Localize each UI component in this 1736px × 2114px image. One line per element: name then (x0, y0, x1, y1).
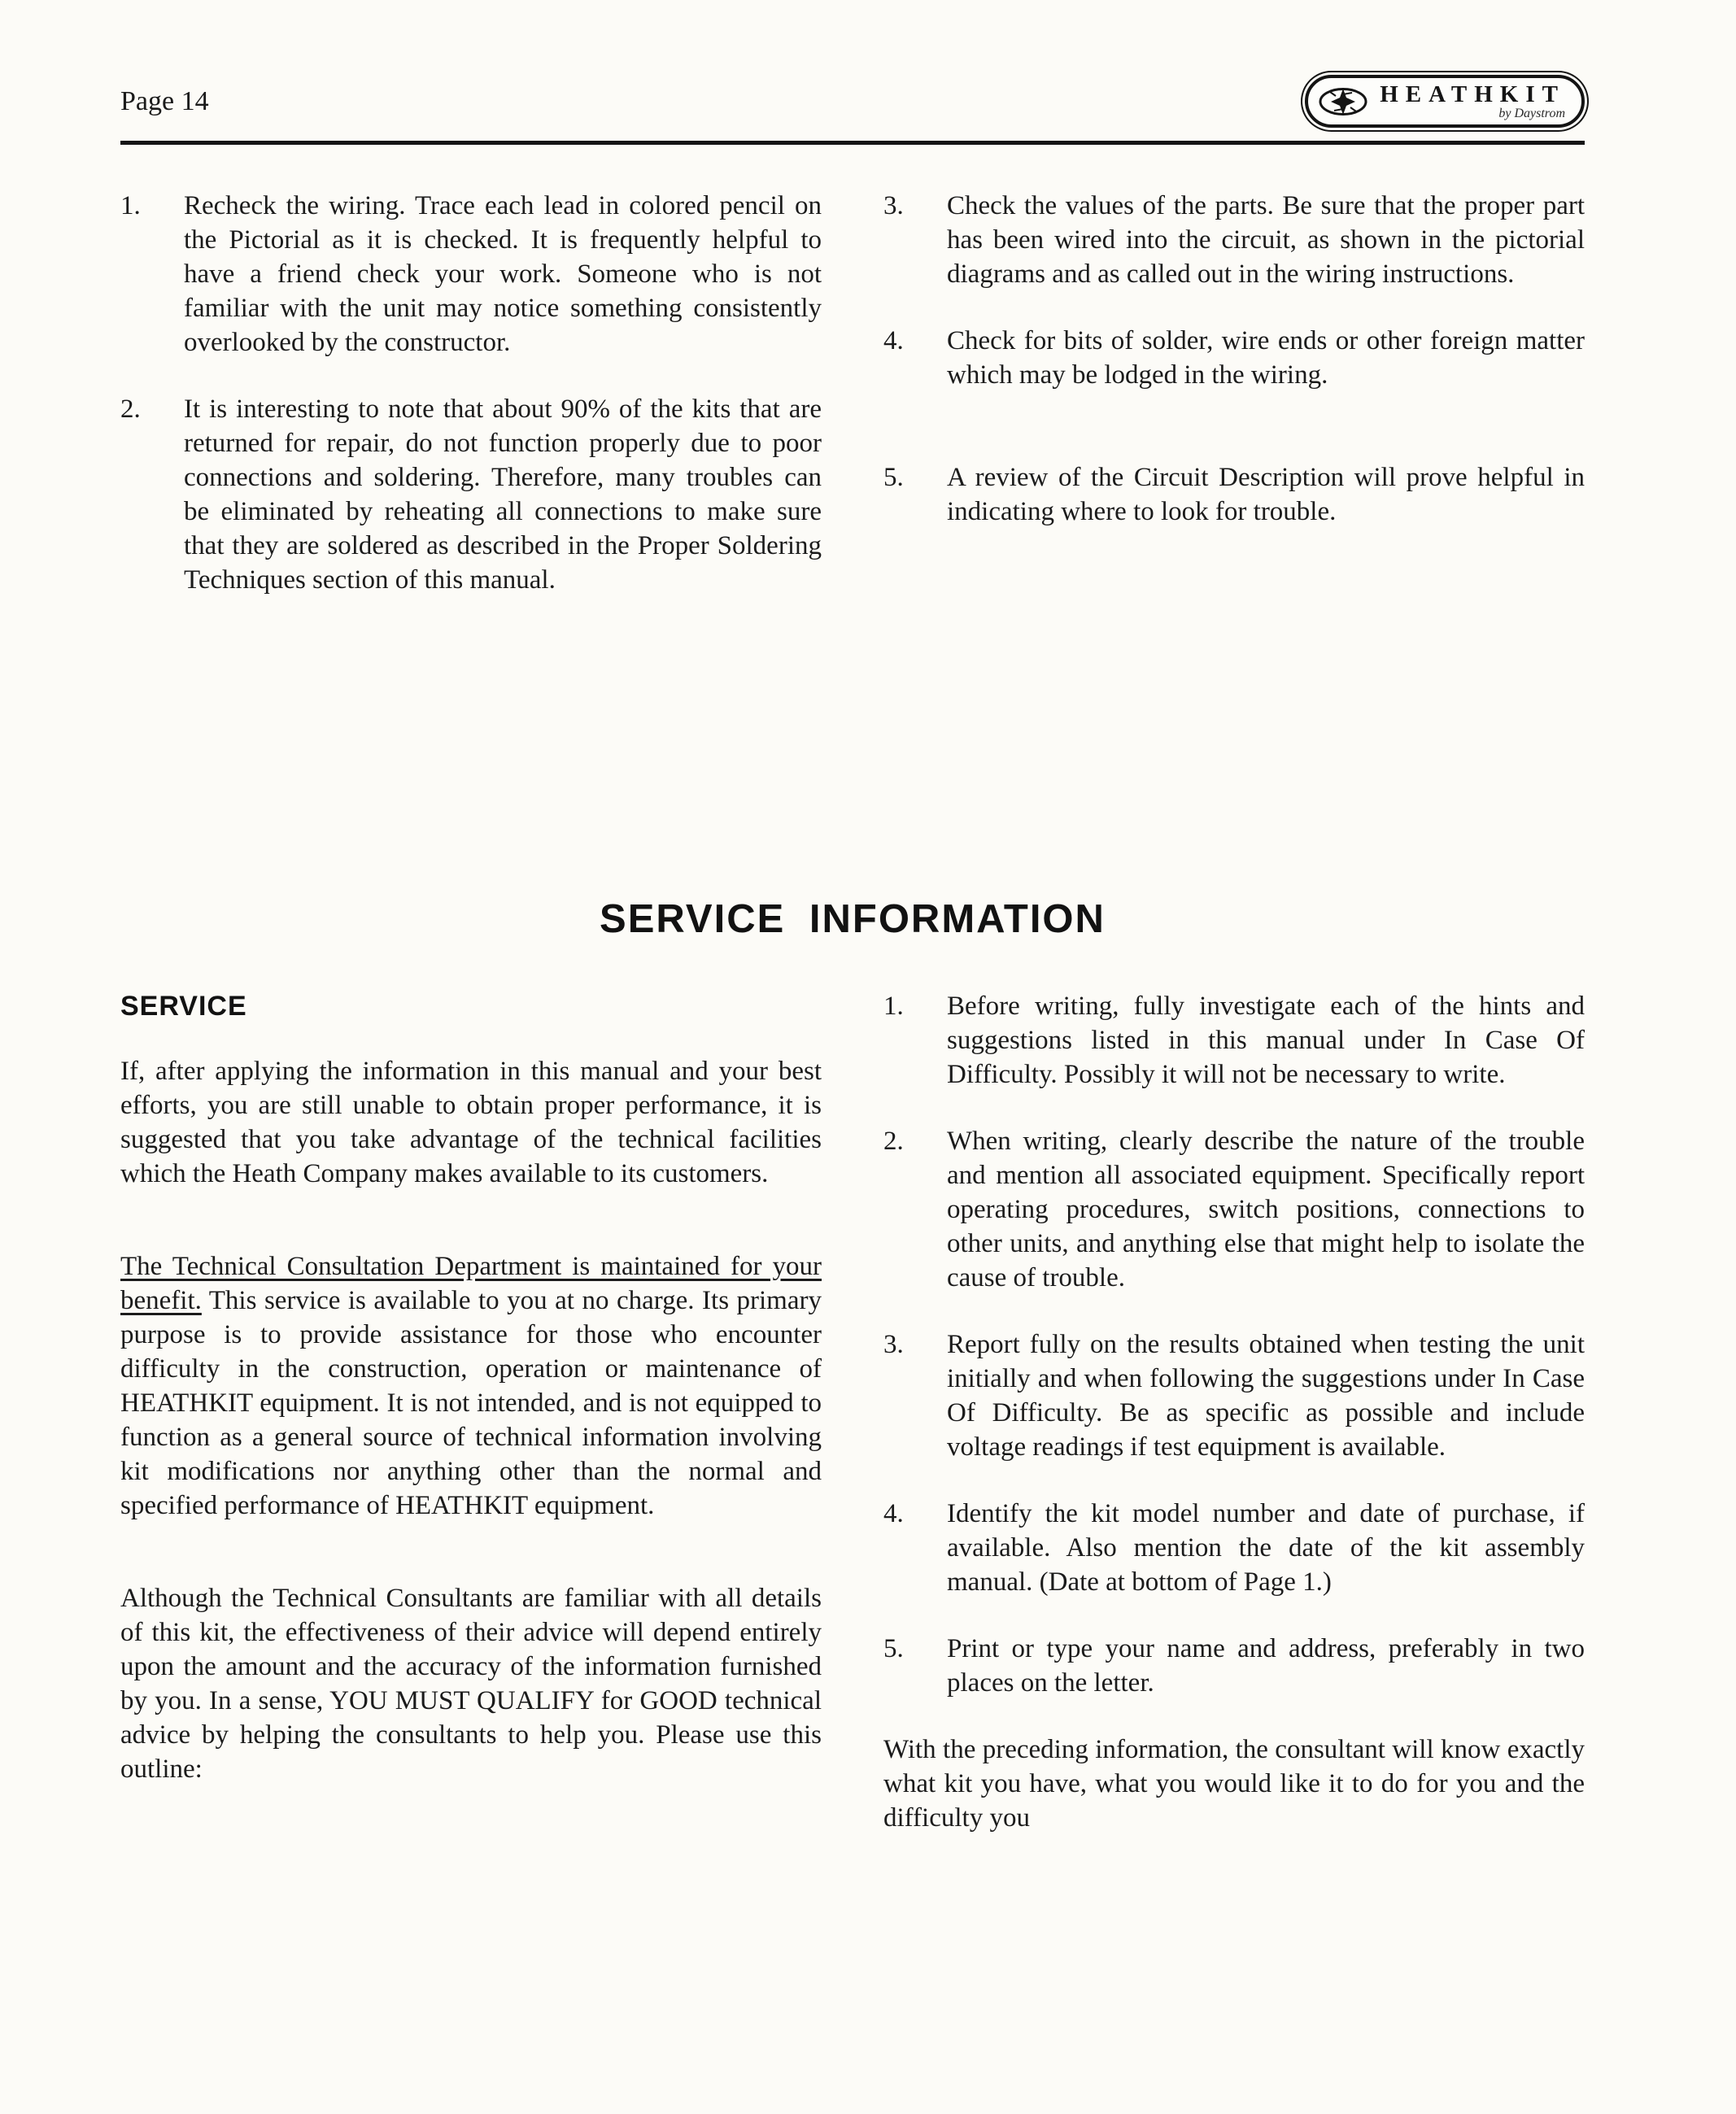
item-number: 3. (883, 191, 904, 220)
heathkit-atom-icon (1318, 86, 1368, 117)
list-item (883, 189, 1585, 291)
list-item (883, 1497, 1585, 1599)
list-item (883, 1327, 1585, 1464)
list-item (120, 392, 822, 597)
closing-paragraph: With the preceding information, the consultant will know exactly what kit you have, what you would like it to do for you and the difficulty you (883, 1735, 1585, 1833)
two-column-layout (120, 989, 1585, 1835)
list-item (883, 324, 1585, 392)
item-number: 4. (883, 326, 904, 355)
item-number: 2. (120, 394, 141, 424)
underlined-phrase: The Technical Consultation Department is maintained for your benefit. (120, 1252, 822, 1315)
item-text: Print or type your name and address, preferably in two places on the letter. (947, 1634, 1585, 1698)
list-item (883, 1632, 1585, 1700)
item-text: Check for bits of solder, wire ends or other foreign matter which may be lodged in the wiring. (947, 326, 1585, 390)
item-text: Before writing, fully investigate each of the hints and suggestions listed in this manual under In Case Of Difficulty. Possibly it will not be necessary to write. (947, 992, 1585, 1089)
list-item (883, 460, 1585, 529)
item-text: Report fully on the results obtained when testing the unit initially and when following the suggestions under In Case Of Difficulty. Be as specific as possible and include voltage readings if test equipment is available. (947, 1330, 1585, 1462)
item-number: 5. (883, 463, 904, 492)
item-number: 2. (883, 1127, 904, 1156)
item-text: A review of the Circuit Description will prove helpful in indicating where to look for trouble. (947, 463, 1585, 526)
heathkit-logo (1305, 75, 1585, 128)
item-text: When writing, clearly describe the nature of the trouble and mention all associated equipment. Specifically report operating procedures, switch positions, connections to other units, and anything else that might help to isolate the cause of trouble. (947, 1127, 1585, 1292)
right-column (883, 189, 1585, 630)
item-number: 4. (883, 1499, 904, 1528)
item-text: Recheck the wiring. Trace each lead in colored pencil on the Pictorial as it is checked. It is frequently helpful to have a friend check your work. Someone who is not familiar with the unit may notice something consistently overlooked by the constructor. (184, 191, 822, 357)
list-item (120, 189, 822, 360)
item-text: Check the values of the parts. Be sure that the proper part has been wired into the circuit, as shown in the pictorial diagrams and as called out in the wiring instructions. (947, 191, 1585, 289)
heathkit-wordmark: HEATHKIT (1380, 81, 1565, 107)
heathkit-byline: by Daystrom (1498, 107, 1565, 120)
list-item (883, 1124, 1585, 1295)
service-section (120, 989, 1585, 1835)
item-number: 5. (883, 1634, 904, 1663)
paragraph: Although the Technical Consultants are familiar with all details of this kit, the effectiveness of their advice will depend entirely upon the amount and the accuracy of the information furnished by you. In a sense, YOU MUST QUALIFY for GOOD technical advice by helping the consultants to help you. Please use this outline: (120, 1584, 822, 1784)
heathkit-logo-text (1380, 82, 1565, 120)
left-column (120, 189, 822, 630)
item-text: Identify the kit model number and date of purchase, if available. Also mention the date of the kit assembly manual. (Date at bottom of Page 1.) (947, 1499, 1585, 1597)
item-text: It is interesting to note that about 90% of the kits that are returned for repair, do not function properly due to poor connections and soldering. Therefore, many troubles can be eliminated by reheating all connections to make sure that they are soldered as described in the Proper Soldering Techniques section of this manual. (184, 394, 822, 595)
paragraph: If, after applying the information in this manual and your best efforts, you are still unable to obtain proper performance, it is suggested that you take advantage of the technical facilities which the Heath Company makes available to its customers. (120, 1057, 822, 1188)
service-subheading: SERVICE (120, 991, 247, 1022)
list-item (883, 989, 1585, 1092)
item-number: 1. (883, 992, 904, 1021)
left-column (120, 989, 822, 1835)
page-number: Page 14 (120, 85, 209, 116)
right-column (883, 989, 1585, 1835)
paragraph (120, 1249, 822, 1523)
difficulty-checklist-section (120, 189, 1585, 630)
section-title-service-information: SERVICE INFORMATION (600, 897, 1106, 941)
item-number: 1. (120, 191, 141, 220)
header-divider-rule (120, 141, 1585, 145)
two-column-layout (120, 189, 1585, 630)
paragraph-text: This service is available to you at no charge. Its primary purpose is to provide assistance for those who encounter difficulty in the construction, operation or maintenance of HEATHKIT equipment. It is not intended, and is not equipped to function as a general source of technical information involving kit modifications nor anything other than the normal and specified performance of HEATHKIT equipment. (120, 1286, 822, 1520)
page-header (120, 75, 1585, 128)
item-number: 3. (883, 1330, 904, 1359)
